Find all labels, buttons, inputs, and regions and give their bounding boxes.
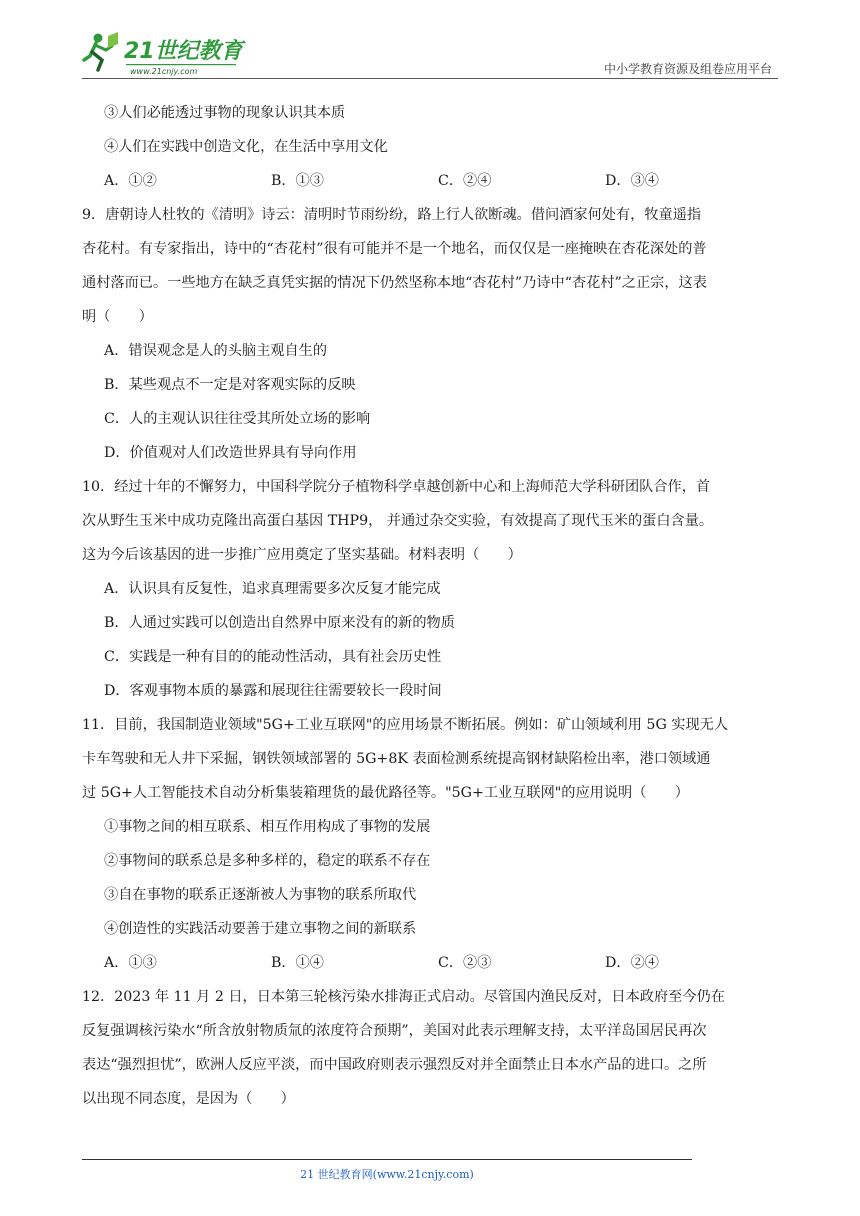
q8-option-b[interactable]: B．①③: [271, 173, 324, 189]
q10-stem-line: 10．经过十年的不懈努力，中国科学院分子植物科学卓越创新中心和上海师范大学科研团队合作，首: [82, 479, 711, 495]
q10-choice-c[interactable]: C．实践是一种有目的的能动性活动，具有社会历史性: [104, 649, 442, 665]
q8-statement-4: ④人们在实践中创造文化，在生活中享用文化: [104, 139, 388, 155]
q9-choice-c[interactable]: C．人的主观认识往往受其所处立场的影响: [104, 411, 371, 427]
footer-link[interactable]: 21 世纪教育网(www.21cnjy.com): [300, 1168, 474, 1181]
q9-stem-line: 9．唐朝诗人杜牧的《清明》诗云：清明时节雨纷纷，路上行人欲断魂。借问酒家何处有，牧童遥指: [82, 207, 702, 223]
q10-choice-b[interactable]: B．人通过实践可以创造出自然界中原来没有的新的物质: [104, 615, 455, 631]
runner-logo-icon: [82, 30, 252, 78]
q9-stem-line: 明（ ）: [82, 309, 153, 325]
q11-statement-3: ③自在事物的联系正逐渐被人为事物的联系所取代: [104, 887, 417, 903]
q9-stem-line: 杏花村。有专家指出，诗中的“杏花村”很有可能并不是一个地名，而仅仅是一座掩映在杏花深处的普: [82, 241, 707, 257]
q9-choice-a[interactable]: A．错误观念是人的头脑主观自生的: [104, 343, 328, 359]
q10-stem-line: 次从野生玉米中成功克隆出高蛋白基因 THP9， 并通过杂交实验，有效提高了现代玉米的蛋白含量。: [82, 513, 714, 529]
q8-options: [82, 164, 782, 198]
q11-option-d[interactable]: D．②④: [605, 955, 659, 971]
q12-stem-line: 12．2023 年 11 月 2 日，日本第三轮核污染水排海正式启动。尽管国内渔民反对，日本政府至今仍在: [82, 989, 725, 1005]
site-logo: [82, 30, 252, 78]
q11-stem-line: 11．目前，我国制造业领域"5G+工业互联网"的应用场景不断拓展。例如：矿山领域利用 5G 实现无人: [82, 717, 729, 733]
question-content: [82, 96, 782, 1116]
q12-stem-line: 以出现不同态度，是因为（ ）: [82, 1091, 295, 1107]
page-header: [0, 0, 860, 82]
q11-stem-line: 过 5G+人工智能技术自动分析集装箱理货的最优路径等。"5G+工业互联网"的应用说明（ ）: [82, 785, 689, 801]
platform-title: 中小学教育资源及组卷应用平台: [603, 62, 772, 76]
q8-statement-3: ③人们必能透过事物的现象认识其本质: [104, 105, 346, 121]
q10-choice-a[interactable]: A．认识具有反复性，追求真理需要多次反复才能完成: [104, 581, 441, 597]
q11-option-a[interactable]: A．①③: [104, 955, 157, 971]
q9-stem-line: 通村落而已。一些地方在缺乏真凭实据的情况下仍然坚称本地“杏花村”乃诗中“杏花村”之正宗，这表: [82, 275, 707, 291]
q11-statement-2: ②事物间的联系总是多种多样的，稳定的联系不存在: [104, 853, 431, 869]
q9-choice-d[interactable]: D．价值观对人们改造世界具有导向作用: [104, 445, 357, 461]
q11-option-b[interactable]: B．①④: [271, 955, 324, 971]
header-divider: [82, 78, 778, 79]
q9-choice-b[interactable]: B．某些观点不一定是对客观实际的反映: [104, 377, 356, 393]
footer-divider: [82, 1159, 692, 1160]
q11-stem-line: 卡车驾驶和无人井下采掘，钢铁领域部署的 5G+8K 表面检测系统提高钢材缺陷检出率，港口领域通: [82, 751, 711, 767]
q10-stem-line: 这为今后该基因的进一步推广应用奠定了坚实基础。材料表明（ ）: [82, 547, 522, 563]
logo-url: www.21cnjy.com: [130, 67, 198, 76]
q11-statement-4: ④创造性的实践活动要善于建立事物之间的新联系: [104, 921, 417, 937]
q12-stem-line: 反复强调核污染水“所含放射物质氚的浓度符合预期”，美国对此表示理解支持，太平洋岛国居民再次: [82, 1023, 707, 1039]
q11-option-c[interactable]: C．②③: [438, 955, 492, 971]
q10-choice-d[interactable]: D．客观事物本质的暴露和展现往往需要较长一段时间: [104, 683, 442, 699]
q8-option-d[interactable]: D．③④: [605, 173, 659, 189]
q11-options: [82, 946, 782, 980]
q8-option-c[interactable]: C．②④: [438, 173, 492, 189]
q12-stem-line: 表达“强烈担忧”，欧洲人反应平淡，而中国政府则表示强烈反对并全面禁止日本水产品的进口。之所: [82, 1057, 707, 1073]
q8-option-a[interactable]: A．①②: [104, 173, 157, 189]
logo-text: 21世纪教育: [124, 39, 243, 64]
q11-statement-1: ①事物之间的相互联系、相互作用构成了事物的发展: [104, 819, 431, 835]
